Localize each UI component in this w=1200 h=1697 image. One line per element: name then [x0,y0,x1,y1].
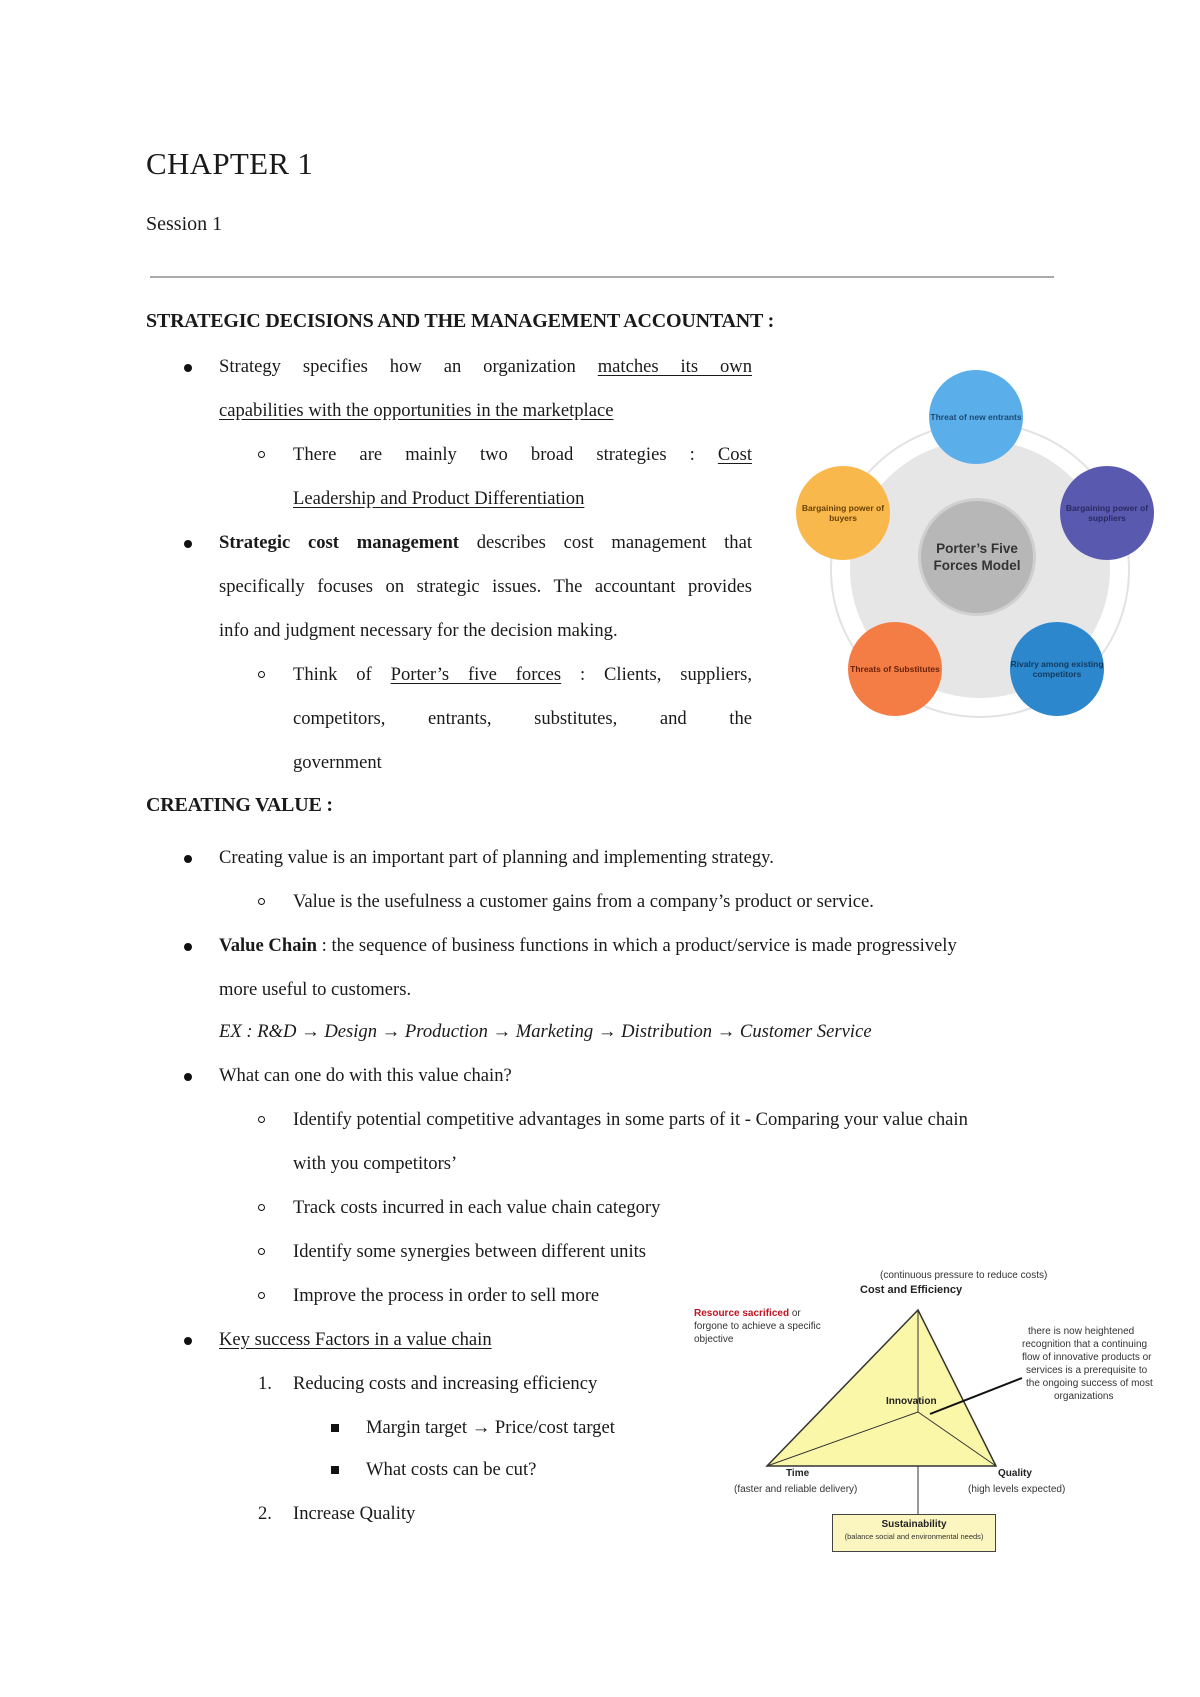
strategy-line-1: Strategy specifies how an organization matches its own [219,356,752,377]
scm-line-1: Strategic cost management describes cost management that [219,532,753,553]
synergies-line: Identify some synergies between different units [293,1241,647,1262]
improve-process-line: Improve the process in order to sell more [293,1285,600,1306]
bullet-icon [184,855,192,863]
value-chain-example: EX : R&D → Design → Production → Marketing → Distribution → Customer Service [219,1021,872,1042]
porter-node-rivalry: Rivalry among existing competitors [1010,622,1104,716]
list-number: 1. [258,1373,272,1394]
porter-line-3: government [293,752,382,773]
sub-bullet-icon [258,451,265,458]
sub-bullet-icon [258,671,265,678]
time-note: (faster and reliable delivery) [734,1484,858,1495]
strategy-line-2: capabilities with the opportunities in the marketplace [219,400,614,421]
horizontal-rule [150,276,1054,278]
chapter-title: CHAPTER 1 [146,146,314,181]
scm-line-2: specifically focuses on strategic issues. The accountant provides [219,576,752,597]
time-label: Time [786,1468,810,1479]
sub-bullet-icon [258,1204,265,1211]
value-chain-line-2: more useful to customers. [219,979,412,1000]
identify-advantages-line-2: with you competitors’ [293,1153,458,1174]
reducing-costs-line: Reducing costs and increasing efficiency [293,1373,598,1394]
list-number: 2. [258,1503,272,1524]
porter-line-1: Think of Porter’s five forces : Clients, suppliers, [293,664,753,685]
bullet-icon [184,540,192,548]
sub-bullet-icon [258,898,265,905]
cost-efficiency-label: Cost and Efficiency [860,1284,963,1296]
square-bullet-icon [331,1424,339,1432]
track-costs-line: Track costs incurred in each value chain category [293,1197,661,1218]
quality-label: Quality [998,1468,1032,1479]
section-heading-creating-value: CREATING VALUE : [146,794,333,816]
innovation-note-6: organizations [1054,1391,1114,1402]
sub-bullet-icon [258,1292,265,1299]
value-def-line: Value is the usefulness a customer gains from a company’s product or service. [293,891,874,912]
innovation-note-4: services is a prerequisite to [1026,1365,1148,1376]
porter-node-substitutes: Threats of Substitutes [848,622,942,716]
resource-note-3: objective [694,1334,734,1345]
porter-five-forces-diagram [792,370,1162,730]
value-chain-line-1: Value Chain : the sequence of business functions in which a product/service is made progressively [219,935,957,956]
sustainability-label: Sustainability [881,1519,947,1530]
bullet-icon [184,364,192,372]
top-note: (continuous pressure to reduce costs) [880,1270,1048,1281]
resource-note-2: forgone to achieve a specific [694,1321,821,1332]
porter-line-2: competitors, entrants, substitutes, and the [293,708,752,729]
bullet-icon [184,943,192,951]
bullet-icon [184,1337,192,1345]
resource-note-1: Resource sacrificed or [694,1308,801,1319]
bullet-icon [184,1073,192,1081]
strategy-underline-1: matches its own [597,356,752,377]
sustainability-note: (balance social and environmental needs) [844,1532,984,1541]
section-heading-strategic: STRATEGIC DECISIONS AND THE MANAGEMENT ACCOUNTANT : [146,310,775,332]
innovation-note-2: recognition that a continuing [1022,1339,1148,1350]
strategies-line-1: There are mainly two broad strategies : Cost [293,444,752,465]
innovation-note-5: the ongoing success of most [1026,1378,1153,1389]
key-success-factors: Key success Factors in a value chain [219,1329,492,1350]
porter-node-buyers: Bargaining power of buyers [796,466,890,560]
value-chain-question: What can one do with this value chain? [219,1065,512,1086]
identify-advantages-line-1: Identify potential competitive advantages in some parts of it - Comparing your value chain [293,1109,968,1130]
porter-node-new-entrants: Threat of new entrants [929,370,1023,464]
sub-bullet-icon [258,1116,265,1123]
innovation-note-1: there is now heightened [1028,1326,1135,1337]
value-line: Creating value is an important part of planning and implementing strategy. [219,847,774,868]
strategies-line-2: Leadership and Product Differentiation [293,488,585,509]
sub-bullet-icon [258,1248,265,1255]
margin-target-line: Margin target → Price/cost target [366,1417,615,1438]
porter-center-node: Porter’s Five Forces Model [918,498,1036,616]
session-label: Session 1 [146,213,223,235]
innovation-label: Innovation [886,1396,937,1407]
increase-quality-line: Increase Quality [293,1503,416,1524]
costs-cut-line: What costs can be cut? [366,1459,537,1480]
innovation-note-3: flow of innovative products or [1022,1352,1152,1363]
quality-note: (high levels expected) [968,1484,1066,1495]
sustainability-box [832,1514,996,1552]
scm-line-3: info and judgment necessary for the decision making. [219,620,618,641]
square-bullet-icon [331,1466,339,1474]
key-success-triangle-diagram [676,1270,1174,1572]
porter-node-suppliers: Bargaining power of suppliers [1060,466,1154,560]
